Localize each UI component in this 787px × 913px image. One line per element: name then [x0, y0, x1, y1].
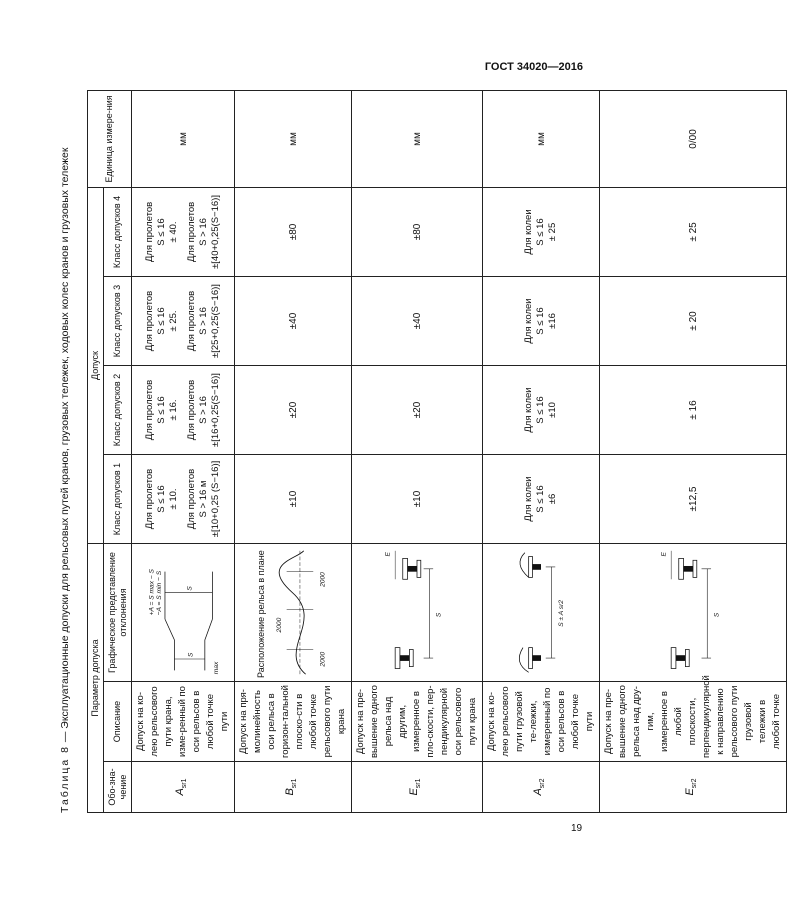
- table-row: [483, 90, 600, 812]
- graphic-cell: [483, 544, 600, 682]
- sketch-dim-label: 2000: [319, 651, 327, 667]
- header-class-2: Класс допусков 2: [104, 366, 132, 455]
- class-2-cell: Для колеи S ≤ 16 ±10: [483, 366, 600, 455]
- sketch-max-label: max: [213, 661, 221, 675]
- sketch-s-label: S: [435, 612, 443, 618]
- sketch-formula: −A = S min − S: [156, 570, 164, 616]
- sketch-e-label: E: [660, 552, 668, 557]
- table-row: [352, 90, 483, 812]
- header-tolerance: Допуск: [88, 187, 104, 543]
- unit-cell: мм: [483, 90, 600, 187]
- unit-cell: мм: [132, 90, 235, 187]
- trolley-elevation-sketch: [654, 547, 732, 678]
- unit-cell: мм: [235, 90, 352, 187]
- class-1-cell: ±10: [235, 455, 352, 544]
- sketch-s-label: S: [187, 652, 195, 658]
- class-2-cell: Для пролетов S ≤ 16 ± 16. Для пролетов S > 16 ±[16+0,25(S−16)]: [132, 366, 235, 455]
- sketch-dim-label: 2000: [319, 572, 327, 587]
- description-cell: Допуск на пре-вышение одного рельса над другим, измеренное в пло-скости, пер-пендикулярной оси рельсового пути крана: [352, 682, 483, 762]
- sketch-s-label: S ± A sr2: [557, 600, 565, 627]
- sketch-caption: Расположение рельса в плане: [255, 550, 266, 678]
- tolerance-table: [87, 90, 787, 813]
- class-4-cell: ±80: [235, 187, 352, 276]
- symbol-cell: $E_{sr1}$: [352, 762, 483, 813]
- class-1-cell: ±12,5: [600, 455, 787, 544]
- sketch-s-label: S: [713, 612, 721, 618]
- class-1-cell: Для пролетов S ≤ 16 ± 10. Для пролетов S > 16 м ±[10+0,25 (S−16)]: [132, 455, 235, 544]
- class-3-cell: ±40: [235, 277, 352, 366]
- rail-elevation-sketch: [378, 547, 456, 678]
- description-cell: Допуск на ко-лею рельсового пути крана, изме-ренный по оси рельсов в любой точке пути: [132, 682, 235, 762]
- document-code: ГОСТ 34020—2016: [484, 61, 583, 73]
- table-caption: [58, 91, 84, 813]
- graphic-cell: [132, 544, 235, 682]
- header-class-1: Класс допусков 1: [104, 455, 132, 544]
- header-symbol: Обо-зна-чение: [104, 762, 132, 813]
- class-3-cell: Для пролетов S ≤ 16 ± 25. Для пролетов S > 16 ±[25+0,25(S−16)]: [132, 277, 235, 366]
- class-3-cell: ± 20: [600, 277, 787, 366]
- symbol-cell: $A_{sr2}$: [483, 762, 600, 813]
- class-2-cell: ±20: [235, 366, 352, 455]
- sketch-s-label: S: [186, 586, 194, 591]
- header-unit: Единица измере-ния: [88, 90, 132, 187]
- header-class-3: Класс допусков 3: [104, 277, 132, 366]
- table-row: [132, 90, 235, 812]
- class-4-cell: Для колеи S ≤ 16 ± 25: [483, 187, 600, 276]
- description-cell: Допуск на пря-молинейность оси рельса в горизон-тальной плоско-сти в любой точке рельсового пути крана: [235, 682, 352, 762]
- sketch-e-label: E: [384, 552, 392, 557]
- sketch-dim-label: 2000: [275, 617, 283, 633]
- rail-straightness-sketch: [267, 547, 331, 678]
- class-1-cell: ±10: [352, 455, 483, 544]
- rotated-table-page: [58, 91, 782, 813]
- table-caption-lead: Таблица 8: [59, 745, 71, 813]
- class-2-cell: ±20: [352, 366, 483, 455]
- class-3-cell: ±40: [352, 277, 483, 366]
- table-row: [600, 90, 787, 812]
- description-cell: Допуск на ко-лею рельсового пути грузовой те-лежки, измеренный по оси рельсов в любой точке пути: [483, 682, 600, 762]
- graphic-cell: [600, 544, 787, 682]
- track-gauge-sketch: [144, 547, 222, 678]
- graphic-cell: [235, 544, 352, 682]
- symbol-cell: $A_{sr1}$: [132, 762, 235, 813]
- header-param: Параметр допуска: [88, 544, 104, 813]
- header-class-4: Класс допусков 4: [104, 187, 132, 276]
- page-number: 19: [571, 823, 583, 834]
- class-4-cell: Для пролетов S ≤ 16 ± 40. Для пролетов S > 16 ±[40+0,25(S−16)]: [132, 187, 235, 276]
- header-description: Описание: [104, 682, 132, 762]
- unit-cell: 0/00: [600, 90, 787, 187]
- class-2-cell: ± 16: [600, 366, 787, 455]
- class-3-cell: Для колеи S ≤ 16 ±16: [483, 277, 600, 366]
- sketch-formula: +A = S max − S: [148, 569, 156, 616]
- description-cell: Допуск на пре-вышение одного рельса над дру-гим, измеренное в любой плоскости, перпендикулярной к направлению рельсового пути грузовой тележки в любой точке: [600, 682, 787, 762]
- graphic-cell: [352, 544, 483, 682]
- symbol-cell: $E_{sr2}$: [600, 762, 787, 813]
- class-4-cell: ± 25: [600, 187, 787, 276]
- unit-cell: мм: [352, 90, 483, 187]
- table-caption-text: — Эксплуатационные допуски для рельсовых путей кранов, грузовых тележек, ходовых колес кранов и грузовых тележек: [59, 147, 71, 746]
- class-4-cell: ±80: [352, 187, 483, 276]
- symbol-cell: $B_{sr1}$: [235, 762, 352, 813]
- trolley-gauge-sketch: [502, 547, 580, 678]
- class-1-cell: Для колеи S ≤ 16 ±6: [483, 455, 600, 544]
- table-row: [235, 90, 352, 812]
- header-graphic: Графическое представление отклонения: [104, 544, 132, 682]
